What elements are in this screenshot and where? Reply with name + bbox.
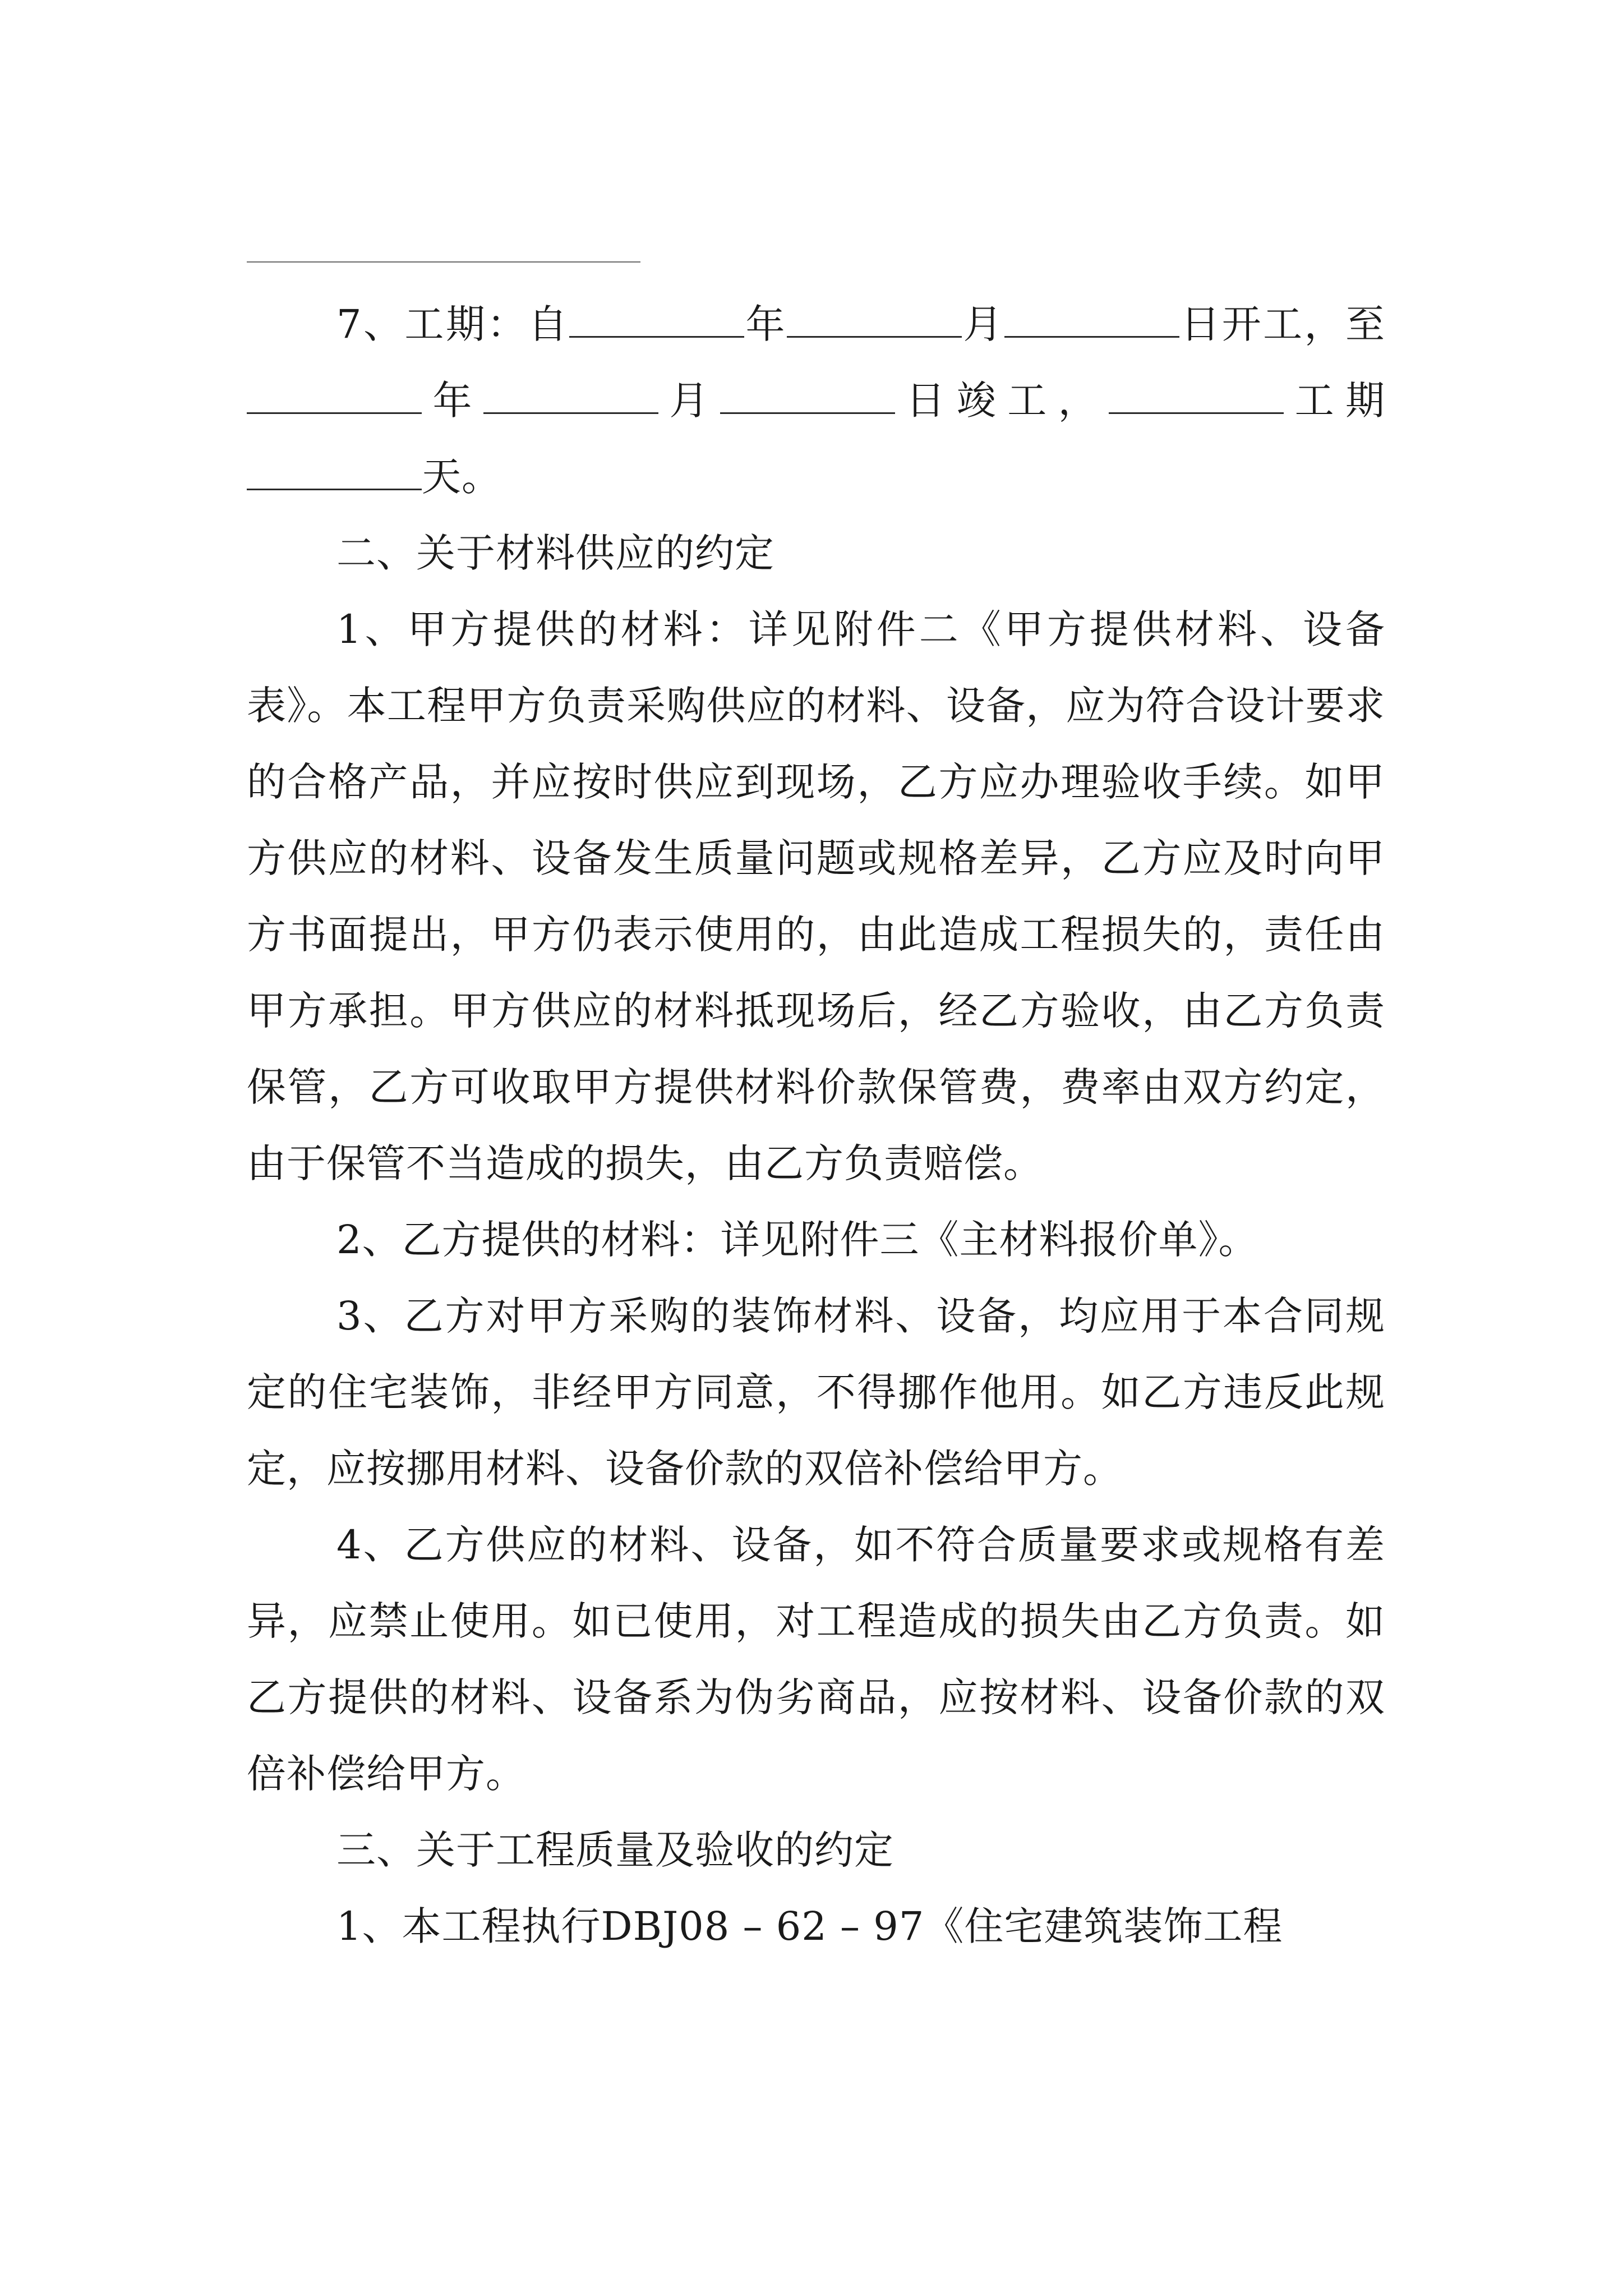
start-year-blank[interactable] [569,303,744,338]
duration-prefix-blank[interactable] [1109,380,1284,414]
start-month-blank[interactable] [787,303,962,338]
schedule-text-end-month: 月 [658,378,720,424]
schedule-text-from: 7、工期：自 [336,301,570,347]
end-year-blank[interactable] [247,380,422,414]
paragraph-material-usage: 3、乙方对甲方采购的装饰材料、设备，均应用于本合同规定的住宅装饰，非经甲方同意，不得挪作他用。如乙方违反此规定，应按挪用材料、设备价款的双倍补偿给甲方。 [247,1293,1385,1492]
paragraph-quality-standard: 1、本工程执行DBJ08 – 62 – 97《住宅建筑装饰工程 [336,1903,1283,1949]
schedule-text-year: 年 [744,301,787,347]
paragraph-material-quality: 4、乙方供应的材料、设备，如不符合质量要求或规格有差异，应禁止使用。如已使用，对工程造成的损失由乙方负责。如乙方提供的材料、设备系为伪劣商品，应按材料、设备价款的双倍补偿给甲方。 [247,1522,1385,1797]
document-body [247,286,1385,1964]
schedule-text-days: 天。 [422,454,501,500]
schedule-text-completion: 日竣工， [895,378,1109,424]
duration-days-blank[interactable] [247,456,422,490]
schedule-text-start-to: 日开工，至 [1179,301,1386,347]
schedule-text-duration: 工期 [1284,378,1386,424]
paragraph-schedule [247,286,1385,515]
section-heading-materials: 二、关于材料供应的约定 [336,530,774,576]
end-day-blank[interactable] [720,380,895,414]
schedule-text-month: 月 [962,301,1004,347]
start-day-blank[interactable] [1004,303,1179,338]
paragraph-party-a-materials: 1、甲方提供的材料：详见附件二《甲方提供材料、设备表》。本工程甲方负责采购供应的材料、设备，应为符合设计要求的合格产品，并应按时供应到现场，乙方应办理验收手续。如甲方供应的材料、设备发生质量问题或规格差异，乙方应及时向甲方书面提出，甲方仍表示使用的，由此造成工程损失的，责任由甲方承担。甲方供应的材料抵现场后，经乙方验收，由乙方负责保管，乙方可收取甲方提供材料价款保管费，费率由双方约定，由于保管不当造成的损失，由乙方负责赔偿。 [247,606,1385,1186]
paragraph-party-b-materials: 2、乙方提供的材料：详见附件三《主材料报价单》。 [336,1217,1258,1263]
header-rule [247,261,640,263]
schedule-text-end-year: 年 [422,378,483,424]
end-month-blank[interactable] [483,380,658,414]
section-heading-quality: 三、关于工程质量及验收的约定 [336,1827,894,1873]
